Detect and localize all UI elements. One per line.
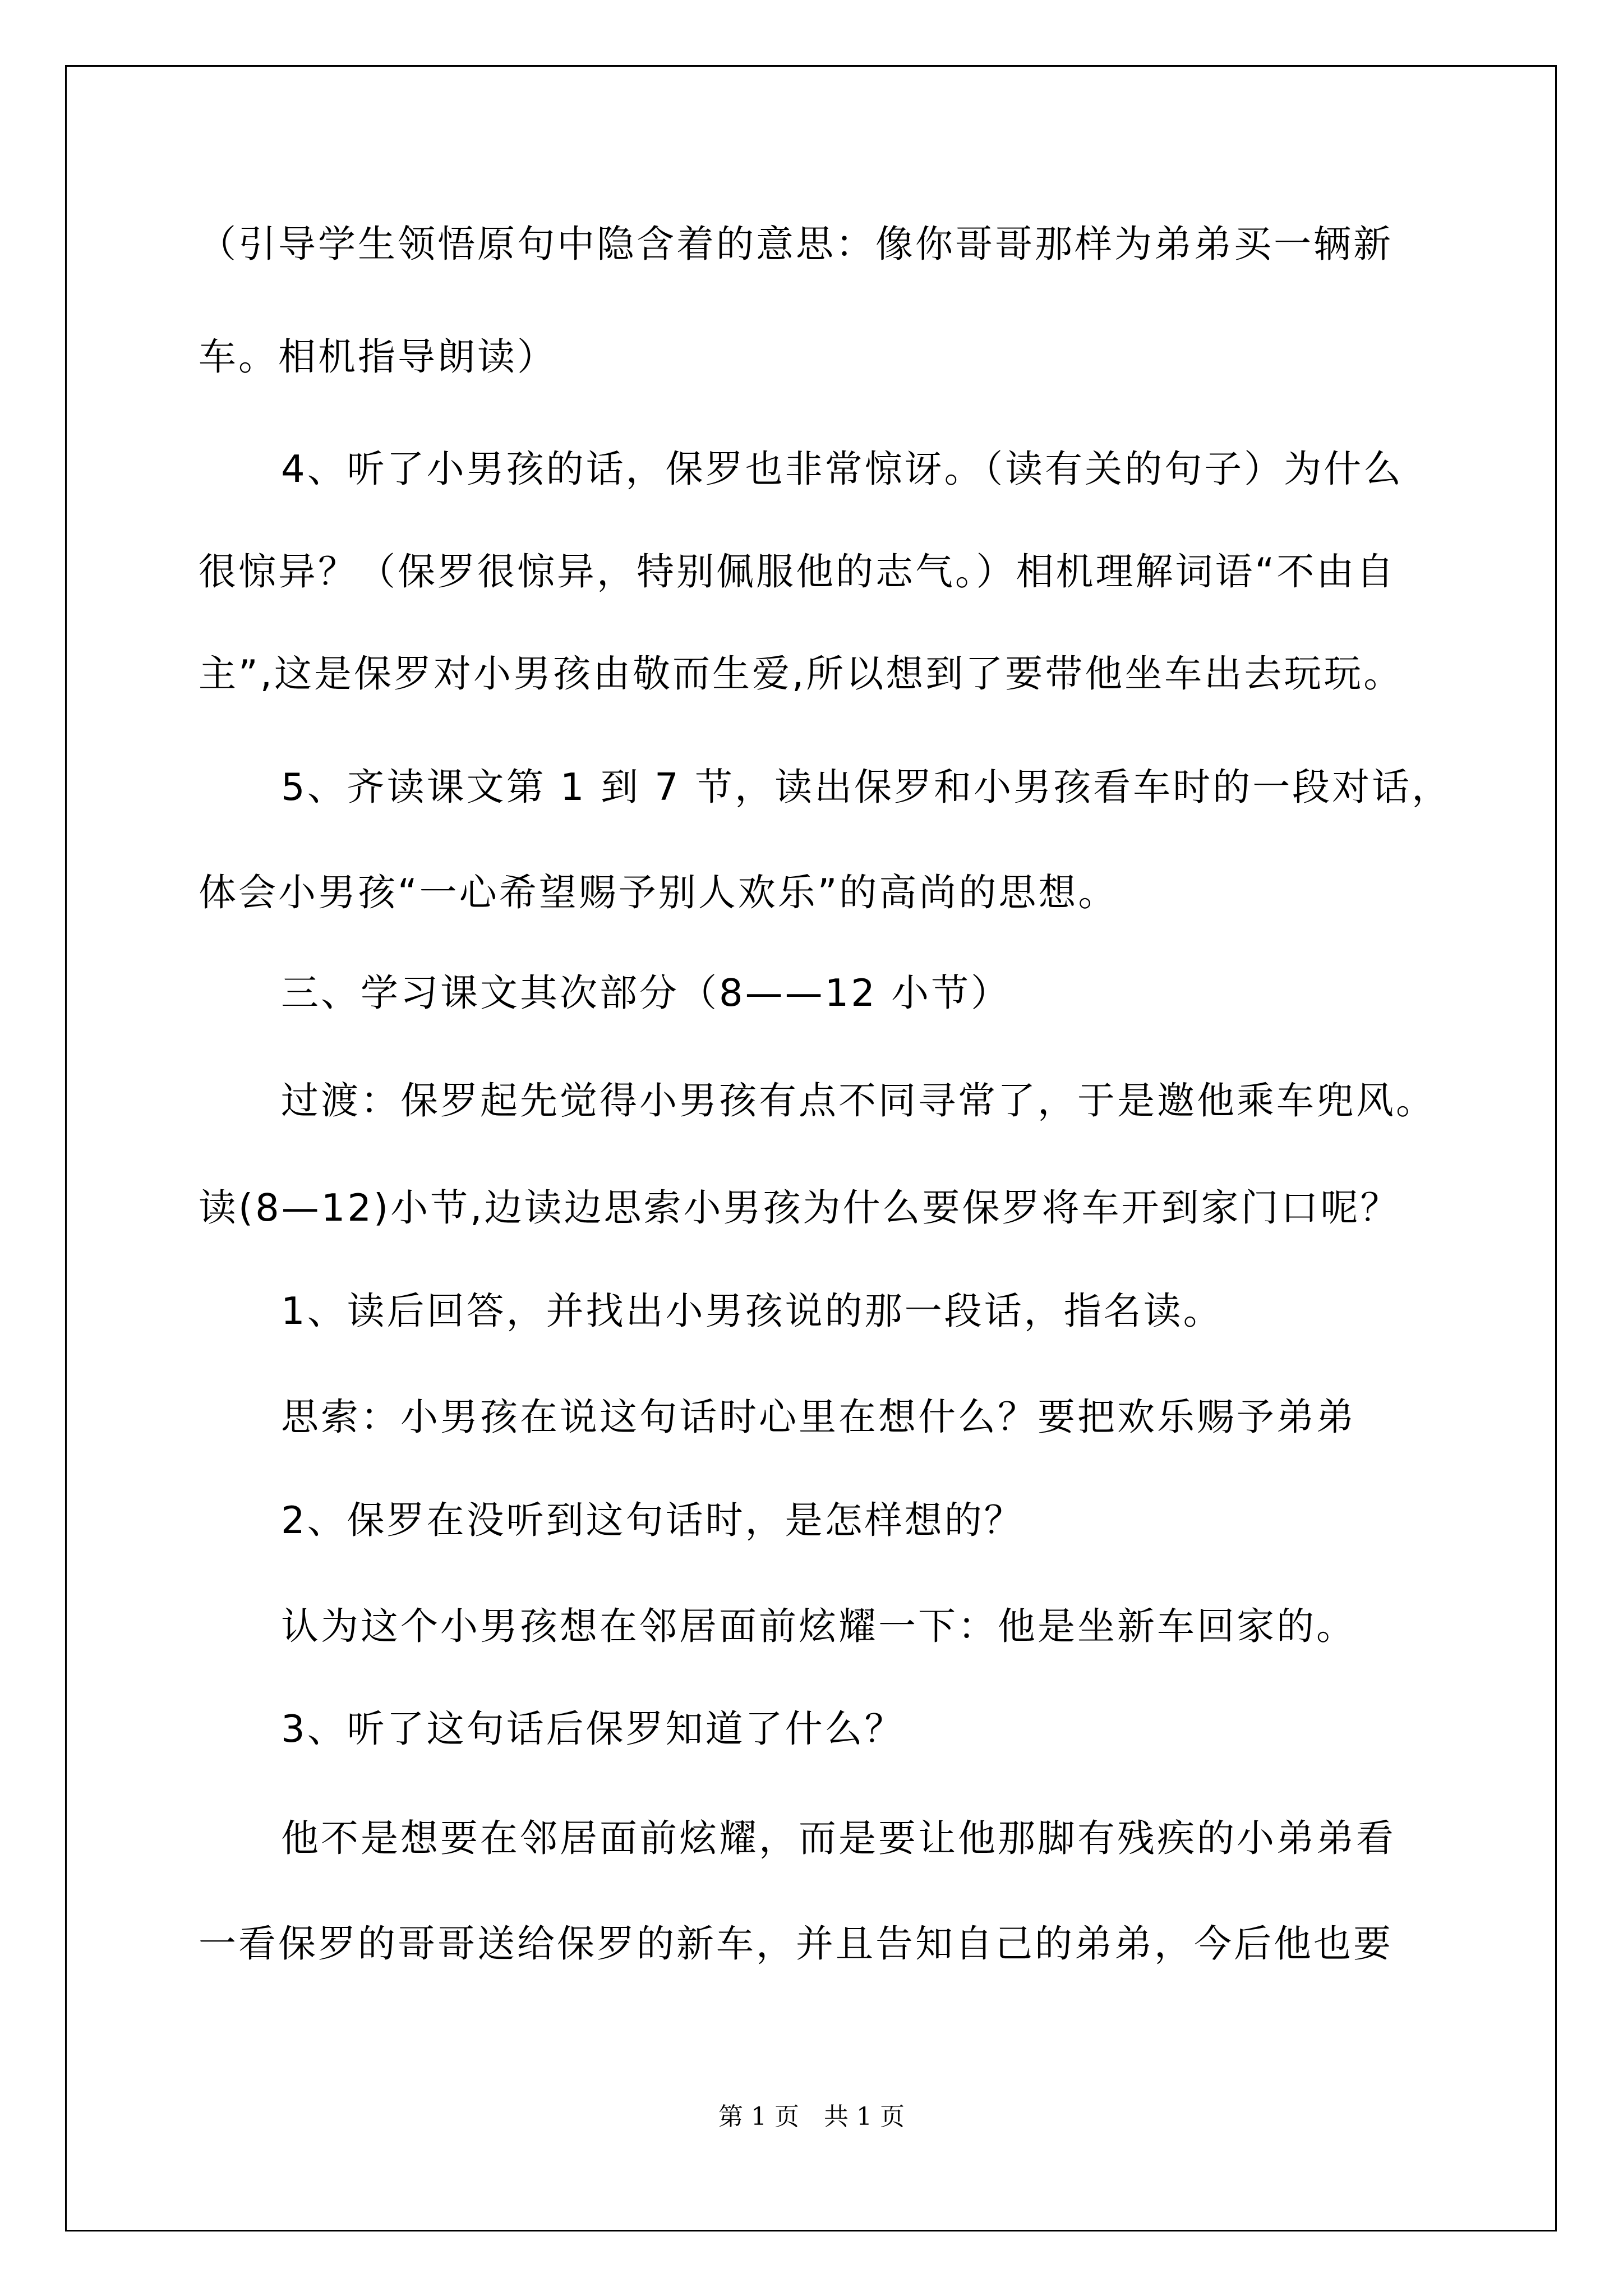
text-line-4: 很惊异？（保罗很惊异，特别佩服他的志气。）相机理解词语“不由自	[199, 550, 1396, 593]
text-line-3: 4、听了小男孩的话，保罗也非常惊讶。（读有关的句子）为什么	[281, 447, 1404, 491]
page-footer: 第 1 页 共 1 页	[718, 2102, 905, 2131]
text-line-1: （引导学生领悟原句中隐含着的意思：像你哥哥那样为弟弟买一辆新	[199, 222, 1393, 266]
text-line-5: 主”,这是保罗对小男孩由敬而生爱,所以想到了要带他坐车出去玩玩。	[199, 652, 1404, 696]
text-line-2: 车。相机指导朗读）	[199, 335, 557, 379]
text-line-13: 2、保罗在没听到这句话时，是怎样想的？	[281, 1498, 1024, 1542]
text-line-16: 他不是想要在邻居面前炫耀，而是要让他那脚有残疾的小弟弟看	[281, 1816, 1396, 1860]
page-border	[65, 65, 1557, 2231]
text-line-9: 过渡：保罗起先觉得小男孩有点不同寻常了，于是邀他乘车兜风。	[281, 1079, 1436, 1122]
text-line-11: 1、读后回答，并找出小男孩说的那一段话，指名读。	[281, 1289, 1223, 1333]
text-line-10: 读(8—12)小节,边读边思索小男孩为什么要保罗将车开到家门口呢？	[199, 1186, 1400, 1230]
text-line-15: 3、听了这句话后保罗知道了什么？	[281, 1707, 905, 1751]
text-line-6: 5、齐读课文第 1 到 7 节，读出保罗和小男孩看车时的一段对话，	[281, 765, 1452, 809]
text-line-12: 思索：小男孩在说这句话时心里在想什么？要把欢乐赐予弟弟	[281, 1395, 1356, 1439]
text-line-17: 一看保罗的哥哥送给保罗的新车，并且告知自己的弟弟，今后他也要	[199, 1922, 1393, 1966]
text-line-14: 认为这个小男孩想在邻居面前炫耀一下：他是坐新车回家的。	[281, 1604, 1356, 1648]
section-heading: 三、学习课文其次部分（8——12 小节）	[281, 971, 1011, 1015]
text-line-7: 体会小男孩“一心希望赐予别人欢乐”的高尚的思想。	[199, 871, 1118, 914]
